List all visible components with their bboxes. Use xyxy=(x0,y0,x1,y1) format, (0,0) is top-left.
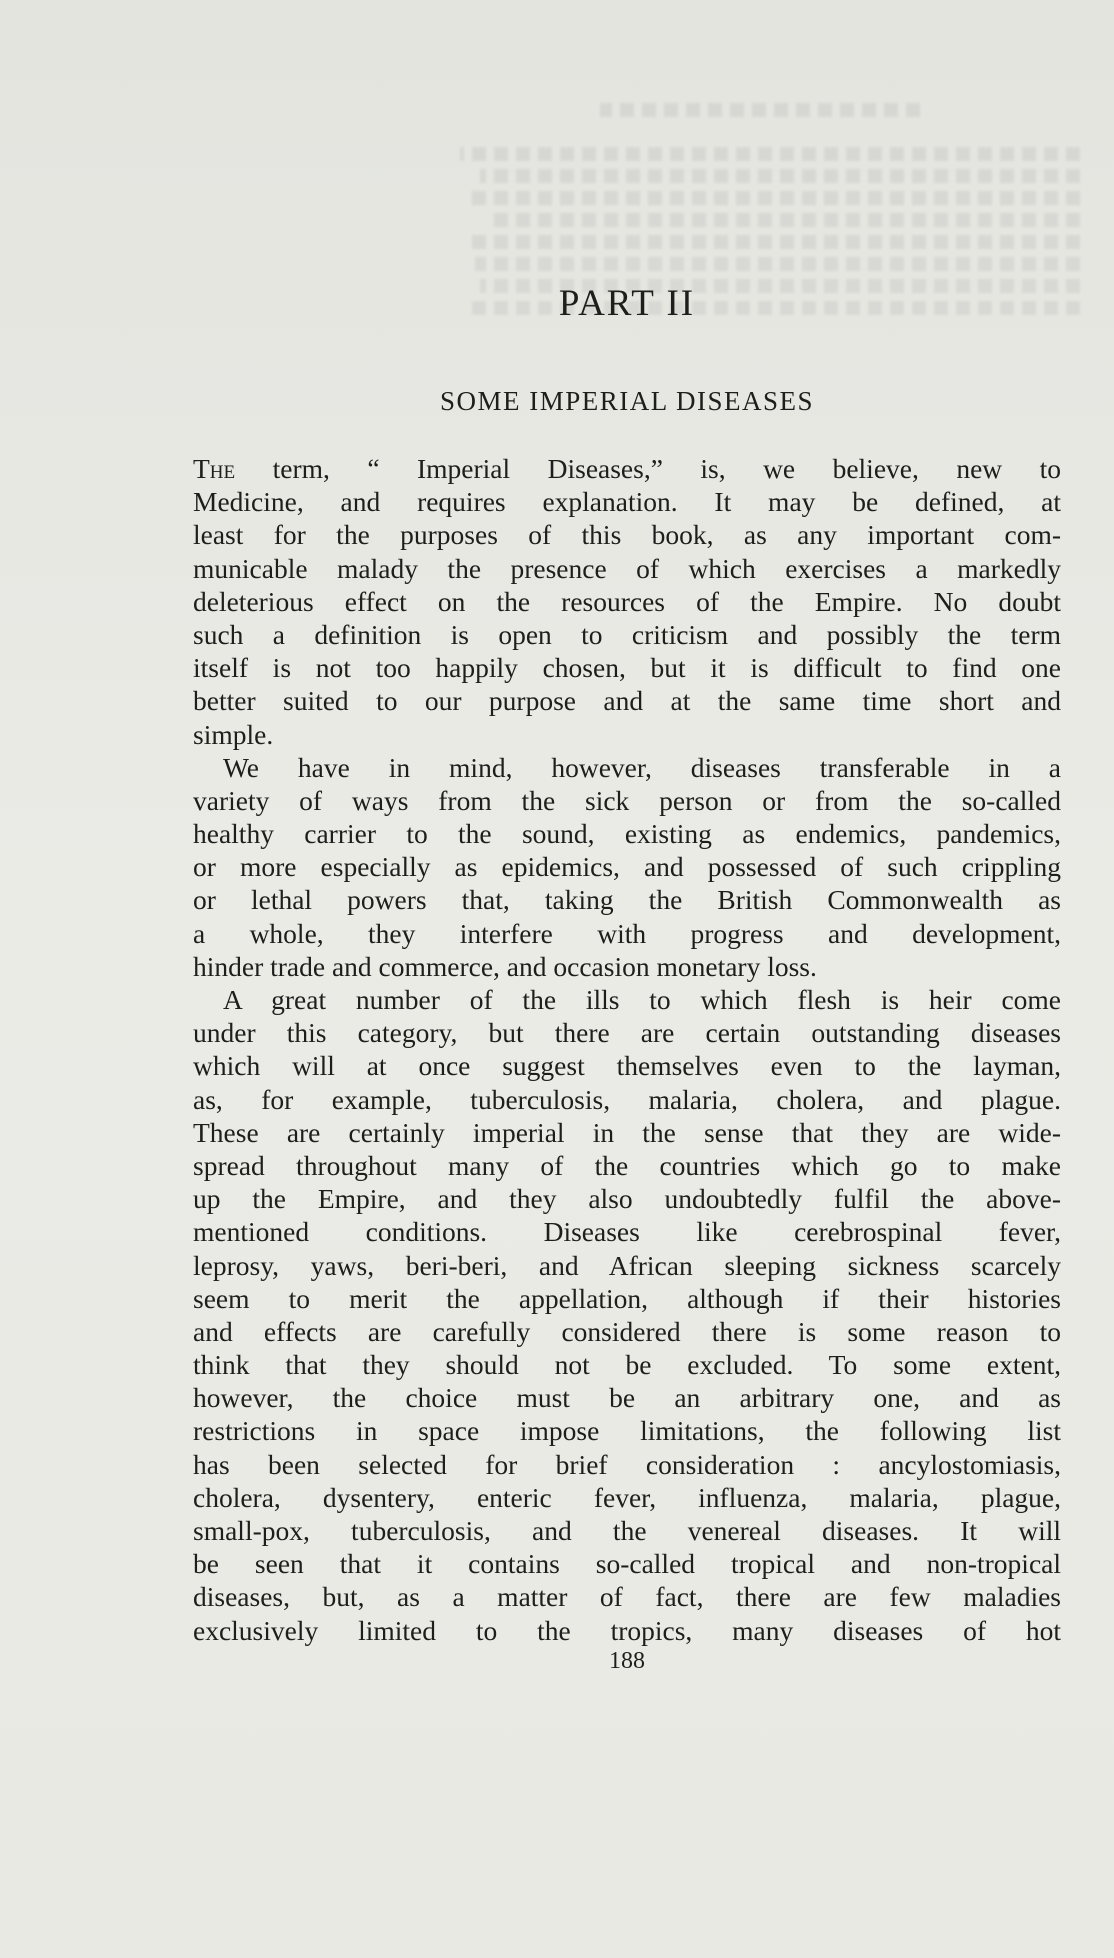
text-line: leprosy, yaws, beri-beri, and African sleeping sickness scarcely xyxy=(193,1249,1061,1281)
text-line: municable malady the presence of which exercises a markedly xyxy=(193,552,1061,584)
paragraph-3 xyxy=(193,983,1061,1647)
text-line: which will at once suggest themselves even to the layman, xyxy=(193,1050,1061,1082)
text-line: mentioned conditions. Diseases like cerebrospinal fever, xyxy=(193,1216,1061,1248)
text-line: restrictions in space impose limitations, the following list xyxy=(193,1415,1061,1447)
show-through-shadow xyxy=(430,95,1080,425)
text-line: We have in mind, however, diseases transferable in a xyxy=(223,751,1061,783)
text-line: under this category, but there are certain outstanding diseases xyxy=(193,1017,1061,1049)
text-line: better suited to our purpose and at the same time short and xyxy=(193,685,1061,717)
text-line: or lethal powers that, taking the British Commonwealth as xyxy=(193,884,1061,916)
text-line: a whole, they interfere with progress and development, xyxy=(193,917,1061,949)
text-line: These are certainly imperial in the sense that they are wide- xyxy=(193,1116,1061,1148)
text-line: has been selected for brief consideration : ancylostomiasis, xyxy=(193,1448,1061,1480)
text-line: seem to merit the appellation, although if their histories xyxy=(193,1282,1061,1314)
text-line: variety of ways from the sick person or from the so-called xyxy=(193,784,1061,816)
text-line: Medicine, and requires explanation. It may be defined, at xyxy=(193,486,1061,518)
part-title: PART II xyxy=(558,283,696,324)
text-line: think that they should not be excluded. To some extent, xyxy=(193,1349,1061,1381)
text-line: small-pox, tuberculosis, and the venereal diseases. It will xyxy=(193,1515,1061,1546)
text-line: A great number of the ills to which flesh is heir come xyxy=(223,984,1061,1015)
paragraph-1 xyxy=(193,452,1061,751)
text-line: and effects are carefully considered there is some reason to xyxy=(193,1315,1061,1347)
text-line: up the Empire, and they also undoubtedly fulfil the above- xyxy=(193,1183,1061,1215)
text-line: however, the choice must be an arbitrary one, and as xyxy=(193,1382,1061,1414)
text-line: simple. xyxy=(193,718,274,750)
page-number: 188 xyxy=(609,1648,645,1674)
text-line: least for the purposes of this book, as any important com- xyxy=(193,519,1061,551)
text-line: hinder trade and commerce, and occasion monetary loss. xyxy=(193,950,817,982)
text-line: cholera, dysentery, enteric fever, influenza, malaria, plague, xyxy=(193,1481,1061,1513)
text-line: term, “ Imperial Diseases,” is, we believe, new to xyxy=(272,453,1061,484)
section-title: SOME IMPERIAL DISEASES xyxy=(439,386,815,416)
text-line: or more especially as epidemics, and possessed of such crippling xyxy=(193,851,1061,883)
opening-word: The xyxy=(193,453,236,484)
text-line: as, for example, tuberculosis, malaria, cholera, and plague. xyxy=(193,1083,1061,1115)
text-line: be seen that it contains so-called tropical and non-tropical xyxy=(193,1548,1061,1580)
text-line: such a definition is open to criticism and possibly the term xyxy=(193,618,1061,650)
text-line: deleterious effect on the resources of the Empire. No doubt xyxy=(193,585,1061,617)
text-line: exclusively limited to the tropics, many diseases of hot xyxy=(193,1614,1061,1646)
body-text xyxy=(193,452,1061,1647)
text-line: diseases, but, as a matter of fact, there are few maladies xyxy=(193,1581,1061,1613)
text-line: healthy carrier to the sound, existing as endemics, pandemics, xyxy=(193,818,1061,850)
text-line: spread throughout many of the countries which go to make xyxy=(193,1149,1061,1181)
paragraph-2 xyxy=(193,751,1061,983)
text-line: itself is not too happily chosen, but it is difficult to find one xyxy=(193,652,1061,684)
